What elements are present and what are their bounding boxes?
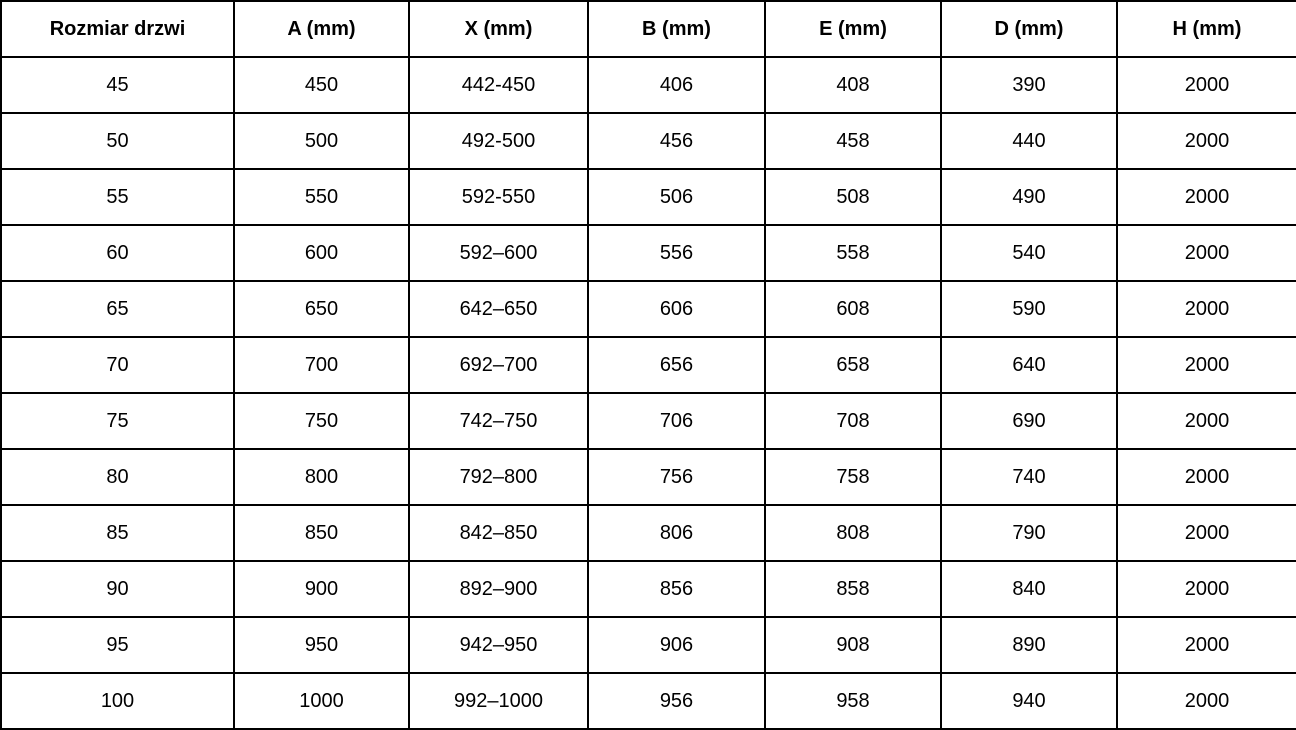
table-cell: 540 xyxy=(941,225,1117,281)
table-cell: 658 xyxy=(765,337,941,393)
table-cell: 890 xyxy=(941,617,1117,673)
table-cell: 992–1000 xyxy=(409,673,588,729)
header-row xyxy=(1,1,1296,57)
table-row xyxy=(1,561,1296,617)
table-cell: 600 xyxy=(234,225,409,281)
table-cell: 550 xyxy=(234,169,409,225)
table-cell: 756 xyxy=(588,449,765,505)
table-cell: 792–800 xyxy=(409,449,588,505)
table-cell: 742–750 xyxy=(409,393,588,449)
table-cell: 608 xyxy=(765,281,941,337)
table-cell: 2000 xyxy=(1117,281,1296,337)
table-cell: 908 xyxy=(765,617,941,673)
table-row xyxy=(1,617,1296,673)
table-cell: 706 xyxy=(588,393,765,449)
table-cell: 842–850 xyxy=(409,505,588,561)
column-header-b-mm: B (mm) xyxy=(588,1,765,57)
table-cell: 2000 xyxy=(1117,449,1296,505)
table-cell: 750 xyxy=(234,393,409,449)
table-cell: 2000 xyxy=(1117,393,1296,449)
table-cell: 406 xyxy=(588,57,765,113)
table-row xyxy=(1,449,1296,505)
table-cell: 758 xyxy=(765,449,941,505)
table-cell: 2000 xyxy=(1117,561,1296,617)
table-cell: 90 xyxy=(1,561,234,617)
table-cell: 440 xyxy=(941,113,1117,169)
table-cell: 2000 xyxy=(1117,337,1296,393)
table-row xyxy=(1,113,1296,169)
table-cell: 958 xyxy=(765,673,941,729)
table-cell: 592-550 xyxy=(409,169,588,225)
table-cell: 456 xyxy=(588,113,765,169)
table-cell: 642–650 xyxy=(409,281,588,337)
table-row xyxy=(1,57,1296,113)
table-cell: 442-450 xyxy=(409,57,588,113)
table-cell: 450 xyxy=(234,57,409,113)
table-cell: 690 xyxy=(941,393,1117,449)
column-header-x-mm: X (mm) xyxy=(409,1,588,57)
table-cell: 942–950 xyxy=(409,617,588,673)
table-cell: 85 xyxy=(1,505,234,561)
table-header xyxy=(1,1,1296,57)
table-cell: 2000 xyxy=(1117,225,1296,281)
table-cell: 458 xyxy=(765,113,941,169)
table-cell: 2000 xyxy=(1117,113,1296,169)
table-cell: 940 xyxy=(941,673,1117,729)
table-row xyxy=(1,505,1296,561)
table-cell: 45 xyxy=(1,57,234,113)
column-header-h-mm: H (mm) xyxy=(1117,1,1296,57)
table-row xyxy=(1,673,1296,729)
table-cell: 808 xyxy=(765,505,941,561)
table-row xyxy=(1,169,1296,225)
table-cell: 490 xyxy=(941,169,1117,225)
table-cell: 556 xyxy=(588,225,765,281)
table-cell: 2000 xyxy=(1117,617,1296,673)
table-cell: 508 xyxy=(765,169,941,225)
table-cell: 2000 xyxy=(1117,673,1296,729)
table-cell: 858 xyxy=(765,561,941,617)
table-cell: 640 xyxy=(941,337,1117,393)
table-cell: 700 xyxy=(234,337,409,393)
table-cell: 592–600 xyxy=(409,225,588,281)
table-cell: 100 xyxy=(1,673,234,729)
table-cell: 606 xyxy=(588,281,765,337)
column-header-a-mm: A (mm) xyxy=(234,1,409,57)
table-cell: 2000 xyxy=(1117,57,1296,113)
table-cell: 492-500 xyxy=(409,113,588,169)
table-cell: 692–700 xyxy=(409,337,588,393)
column-header-e-mm: E (mm) xyxy=(765,1,941,57)
table-cell: 2000 xyxy=(1117,169,1296,225)
table-cell: 500 xyxy=(234,113,409,169)
table-cell: 790 xyxy=(941,505,1117,561)
table-cell: 950 xyxy=(234,617,409,673)
table-cell: 70 xyxy=(1,337,234,393)
table-cell: 75 xyxy=(1,393,234,449)
table-cell: 856 xyxy=(588,561,765,617)
table-cell: 650 xyxy=(234,281,409,337)
table-cell: 906 xyxy=(588,617,765,673)
table-cell: 900 xyxy=(234,561,409,617)
table-cell: 95 xyxy=(1,617,234,673)
table-cell: 55 xyxy=(1,169,234,225)
table-cell: 50 xyxy=(1,113,234,169)
table-cell: 708 xyxy=(765,393,941,449)
table-cell: 2000 xyxy=(1117,505,1296,561)
table-row xyxy=(1,337,1296,393)
table-cell: 892–900 xyxy=(409,561,588,617)
table-cell: 806 xyxy=(588,505,765,561)
table-cell: 506 xyxy=(588,169,765,225)
table-cell: 1000 xyxy=(234,673,409,729)
table-cell: 65 xyxy=(1,281,234,337)
table-cell: 558 xyxy=(765,225,941,281)
table-body xyxy=(1,57,1296,729)
table-cell: 80 xyxy=(1,449,234,505)
table-cell: 408 xyxy=(765,57,941,113)
table-cell: 840 xyxy=(941,561,1117,617)
column-header-d-mm: D (mm) xyxy=(941,1,1117,57)
column-header-rozmiar-drzwi: Rozmiar drzwi xyxy=(1,1,234,57)
table-cell: 740 xyxy=(941,449,1117,505)
table-cell: 800 xyxy=(234,449,409,505)
table-cell: 956 xyxy=(588,673,765,729)
table-row xyxy=(1,225,1296,281)
table-row xyxy=(1,281,1296,337)
table-cell: 656 xyxy=(588,337,765,393)
table-cell: 850 xyxy=(234,505,409,561)
table-cell: 390 xyxy=(941,57,1117,113)
table-row xyxy=(1,393,1296,449)
table-cell: 60 xyxy=(1,225,234,281)
table-cell: 590 xyxy=(941,281,1117,337)
